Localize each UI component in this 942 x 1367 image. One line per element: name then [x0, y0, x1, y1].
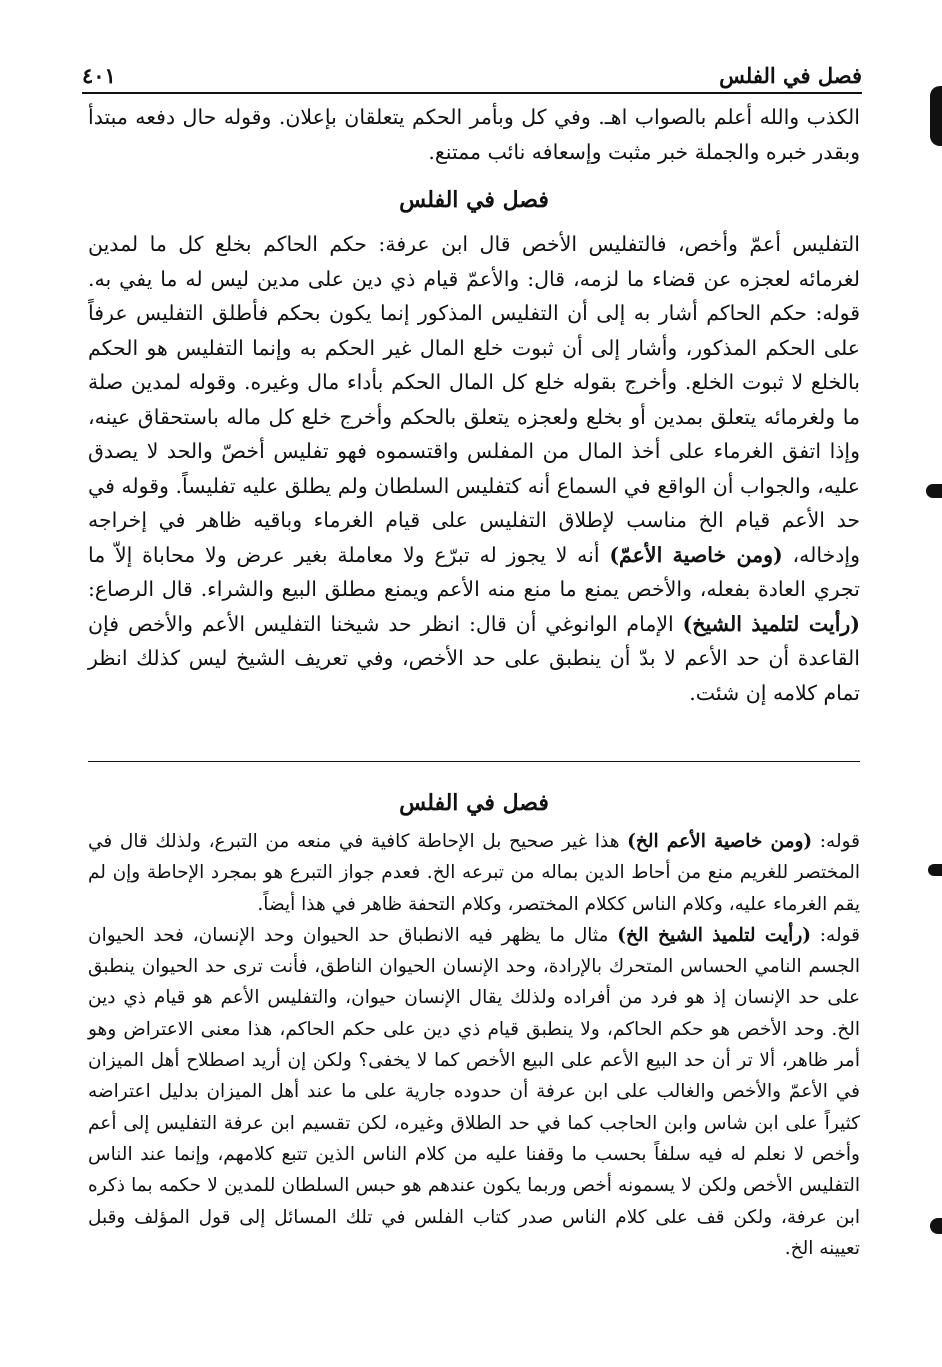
commentary-2-lemma: (رأيت لتلميذ الشيخ الخ) — [617, 924, 812, 946]
commentary-section — [88, 786, 860, 1264]
section-heading: فصل في الفلس — [399, 187, 549, 213]
page-header — [82, 56, 862, 94]
commentary-1-prefix: قوله: — [812, 831, 860, 852]
commentary-2-text: مثال ما يظهر فيه الانطباق حد الحيوان وحد الإنسان، فحد الحيوان الجسم النامي الحساس المتحرك بالإرادة، وحد الإنسان الحيوان الناطق، فأنت ترى حد الحيوان ينطبق على حد الإنسان إذ هو فرد من أفراده ولذلك يقال الإنسان حيوان، والتفليس الأعم هو قيام ذي دين الخ. وحد الأخص هو حكم الحاكم، ولا ينطبق قيام ذي دين على حكم الحاكم، هذا معنى الاعتراض وهو أمر ظاهر، ألا تر أن حد البيع الأعم على البيع الأخص كما لا يخفى؟ ولكن إن أريد اصطلاح أهل الميزان في الأعمّ والأخص والغالب على ابن عرفة أن حدوده جارية على ما عند أهل الميزان بدليل اعتراضه كثيراً على ابن شاس وابن الحاجب كما في حد الطلاق وغيره، لكن تقسيم ابن عرفة التفليس إلى أعم وأخص لا نعلم له فيه سلفاً بحسب ما وقفنا عليه من كلام الناس الذين تتبع كلامهم، وإنما عند الناس التفليس الأخص ولكن لا يسمونه أخص وربما يكون عندهم هو حبس السلطان للمدين لا حكمه بما ذكره ابن عرفة، ولكن قف على كلام الناس صدر كتاب الفلس في تلك المسائل إلى قول المؤلف وقبل تعيينه الخ. — [88, 924, 860, 1259]
scan-edge-mark — [928, 864, 942, 876]
commentary-1-lemma: (ومن خاصية الأعم الخ) — [627, 831, 813, 852]
scan-edge-mark — [930, 86, 942, 146]
main-text — [88, 100, 860, 710]
scan-edge-mark — [930, 1218, 942, 1234]
main-text-part-3: الإمام الوانوغي أن قال: انظر حد شيخنا التفليس الأعم والأخص فإن القاعدة أن حد الأعم لا بدّ أن ينطبق على حد الأخص، وفي تعريف الشيخ ليس كذلك انظر تمام كلامه إن شئت. — [88, 611, 860, 705]
commentary-1-text: هذا غير صحيح بل الإحاطة كافية في منعه من التبرع، ولذلك قال في المختصر للغريم منع من أحاط الدين بماله من تبرعه الخ. فعدم جواز التبرع هو بمجرد الإحاطة وإن لم يقم الغرماء عليه، وكلام الناس ككلام المختصر، وكلام التحفة ظاهر في هذا أيضاً. — [88, 831, 860, 915]
running-title: فصل في الفلس — [719, 63, 862, 88]
main-text-part-2: أنه لا يجوز له تبرّع ولا معاملة بغير عرض ولا محاباة إلاّ ما تجري العادة بفعله، والأخص يمنع ما منع منه الأعم ويمنع مطلق البيع والشراء. قال الرصاع: — [88, 542, 861, 601]
commentary-paragraph-1 — [88, 826, 860, 920]
main-paragraph — [88, 227, 860, 710]
bold-phrase-2: (رأيت لتلميذ الشيخ) — [682, 611, 860, 636]
intro-paragraph: الكذب والله أعلم بالصواب اهـ. وفي كل وبأمر الحكم يتعلقان بإعلان. وقوله حال دفعه مبتدأ وبقدر خبره والجملة خبر مثبت وإسعافه نائب ممتنع. — [88, 105, 860, 164]
commentary-paragraph-2 — [88, 920, 860, 1264]
page-number: ٤٠١ — [82, 63, 116, 88]
footnote-divider — [88, 761, 860, 762]
bold-phrase-1: (ومن خاصية الأعمّ) — [609, 542, 783, 567]
scan-edge-mark — [926, 484, 942, 498]
commentary-heading: فصل في الفلس — [399, 790, 549, 816]
main-text-part-1: التفليس أعمّ وأخص، فالتفليس الأخص قال ابن عرفة: حكم الحاكم بخلع كل ما لمدين لغرمائه لعجزه عن قضاء ما لزمه، قال: والأعمّ قيام ذي دين على مدين ليس له ما يفي به. قوله: حكم الحاكم أشار به إلى أن التفليس المذكور إنما يكون بحكم فأطلق التفليس عرفاً على الحكم المذكور، وأشار إلى أن ثبوت خلع المال غير الحكم به وإنما التفليس هو الحكم بالخلع لا ثبوت الخلع. وأخرج بقوله خلع كل المال الحكم بأداء مال وغيره. وقوله لمدين صلة ما ولغرمائه يتعلق بمدين أو بخلع ولعجزه يتعلق بالحكم وأخرج خلع كل ماله باستحقاق عينه، وإذا اتفق الغرماء على أخذ المال من المفلس واقتسموه فهو تفليس أخصّ والحد لا يصدق عليه، والجواب أن الواقع في السماع أنه كتفليس السلطان ولم يطلق عليه تفليساً. وقوله في حد الأعم قيام الخ مناسب لإطلاق التفليس على قيام الغرماء وباقيه ظاهر في إخراجه وإدخاله، — [88, 232, 860, 567]
commentary-2-prefix: قوله: — [811, 924, 860, 946]
